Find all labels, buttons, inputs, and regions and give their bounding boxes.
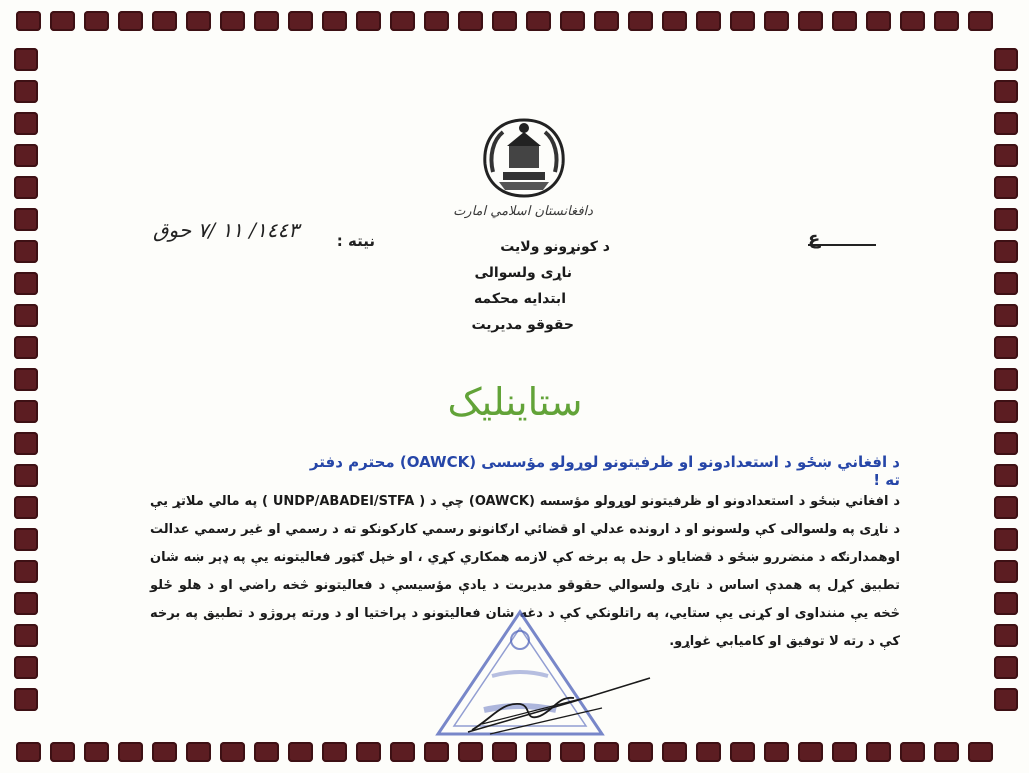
border-tile <box>900 11 925 31</box>
border-tile <box>764 11 789 31</box>
border-tile <box>526 742 551 762</box>
border-tile <box>994 80 1018 103</box>
border-tile <box>994 688 1018 711</box>
border-tile <box>994 336 1018 359</box>
border-tile <box>994 144 1018 167</box>
border-tile <box>560 742 585 762</box>
border-tile <box>14 176 38 199</box>
border-tile <box>14 560 38 583</box>
border-tile <box>356 742 381 762</box>
border-tile <box>994 400 1018 423</box>
border-tile <box>288 742 313 762</box>
border-tile <box>866 11 891 31</box>
border-tile <box>288 11 313 31</box>
border-tile <box>14 496 38 519</box>
border-tile <box>254 742 279 762</box>
border-tile <box>424 11 449 31</box>
border-tile <box>526 11 551 31</box>
border-tile <box>14 464 38 487</box>
border-tile <box>994 240 1018 263</box>
border-tile <box>84 11 109 31</box>
border-tile <box>696 11 721 31</box>
border-tile <box>14 368 38 391</box>
border-tile <box>356 11 381 31</box>
border-tile <box>50 11 75 31</box>
border-tile <box>14 624 38 647</box>
border-tile <box>696 742 721 762</box>
border-tile <box>968 742 993 762</box>
border-tile <box>730 11 755 31</box>
border-tile <box>186 742 211 762</box>
border-tile <box>14 400 38 423</box>
border-tile <box>832 742 857 762</box>
border-tile <box>560 11 585 31</box>
border-tile <box>994 176 1018 199</box>
border-tile <box>994 432 1018 455</box>
border-tile <box>14 208 38 231</box>
border-tile <box>900 742 925 762</box>
border-tile <box>14 592 38 615</box>
issuer-header <box>420 234 610 338</box>
border-tile <box>14 240 38 263</box>
border-tile <box>994 272 1018 295</box>
border-tile <box>594 742 619 762</box>
border-tile <box>994 368 1018 391</box>
certificate-body: د افغاني ښځو د استعدادونو او ظرفيتونو لوړولو مؤسسه (OAWCK) چې د ( UNDP/ABADEI/STFA ) په مالي ملاتړ يې د ناړى په ولسوالى كې ولسونو او د ارونده عدلي او قضائي ارګانونو رسمي كاركونكو ته د رسمي او غير رسمي عدالت اوهمدارنګه د منضررو ښځو د قضاياو د حل په برخه كې لازمه همكاري كړي ، او خپل ګټور فعاليتونه يې په ډېر ښه شان تطبيق كړل په همدې اساس د ناړى ولسوالي حقوقو مديريت د يادې مؤسيسې د فعاليتونو څخه راضي او د هلو ځلو څخه يې مننداوى او كړنى يې ستايي، په راتلونكي كې د دغه شان فعاليتونو د پراختيا او د ورته پروژو د تطبيق په برخه كې د رته لا توفيق او كاميابي غواړو. <box>150 494 900 649</box>
border-left <box>14 48 38 711</box>
border-tile <box>994 496 1018 519</box>
border-tile <box>730 742 755 762</box>
border-tile <box>458 11 483 31</box>
border-tile <box>798 742 823 762</box>
border-tile <box>866 742 891 762</box>
border-tile <box>994 560 1018 583</box>
border-tile <box>14 432 38 455</box>
border-tile <box>798 11 823 31</box>
national-emblem-icon <box>479 116 569 200</box>
border-tile <box>84 742 109 762</box>
border-tile <box>14 336 38 359</box>
border-tile <box>152 11 177 31</box>
border-bottom <box>16 742 993 762</box>
certificate-title: ستاينليک <box>447 380 583 424</box>
border-tile <box>14 656 38 679</box>
border-tile <box>14 272 38 295</box>
border-tile <box>662 11 687 31</box>
border-tile <box>994 304 1018 327</box>
border-tile <box>458 742 483 762</box>
date-label: نيته : <box>336 232 375 250</box>
addressee-line: د افغاني ښځو د استعدادونو او ظرفيتونو لوړولو مؤسسى (OAWCK) محترم دفتر ته ! <box>309 453 900 489</box>
border-tile <box>322 11 347 31</box>
border-tile <box>14 112 38 135</box>
border-tile <box>390 11 415 31</box>
border-tile <box>152 742 177 762</box>
border-tile <box>186 11 211 31</box>
border-tile <box>594 11 619 31</box>
border-tile <box>968 11 993 31</box>
border-tile <box>994 464 1018 487</box>
header-line-province: د كونړونو ولايت <box>500 239 610 255</box>
border-tile <box>662 742 687 762</box>
border-right <box>994 48 1018 711</box>
border-tile <box>994 112 1018 135</box>
border-tile <box>14 528 38 551</box>
border-tile <box>254 11 279 31</box>
border-tile <box>14 144 38 167</box>
border-tile <box>994 208 1018 231</box>
border-tile <box>934 11 959 31</box>
border-tile <box>14 304 38 327</box>
reference-number-label: ع <box>808 228 821 249</box>
border-tile <box>322 742 347 762</box>
border-tile <box>492 742 517 762</box>
border-tile <box>994 592 1018 615</box>
border-tile <box>14 688 38 711</box>
border-tile <box>628 742 653 762</box>
border-tile <box>118 742 143 762</box>
header-line-department: حقوقو مديريت <box>471 317 574 333</box>
border-tile <box>220 11 245 31</box>
border-tile <box>14 80 38 103</box>
reference-number-line <box>808 244 876 246</box>
header-line-court: ابتدايه محكمه <box>473 291 566 307</box>
border-tile <box>16 11 41 31</box>
border-tile <box>16 742 41 762</box>
border-tile <box>764 742 789 762</box>
border-tile <box>220 742 245 762</box>
border-tile <box>628 11 653 31</box>
border-tile <box>118 11 143 31</box>
border-tile <box>50 742 75 762</box>
border-tile <box>934 742 959 762</box>
emblem-caption: دافغانستان اسلامي امارت <box>453 204 593 219</box>
border-tile <box>994 48 1018 71</box>
date-value: ١٤٤٣/ ١١ /٧ حوق <box>153 218 299 242</box>
border-tile <box>390 742 415 762</box>
border-tile <box>994 624 1018 647</box>
border-tile <box>994 656 1018 679</box>
header-line-district: ناړى ولسوالى <box>474 265 572 281</box>
border-tile <box>492 11 517 31</box>
handwritten-signature-icon <box>462 672 652 738</box>
border-tile <box>424 742 449 762</box>
border-tile <box>994 528 1018 551</box>
border-top <box>16 11 993 31</box>
border-tile <box>832 11 857 31</box>
border-tile <box>14 48 38 71</box>
